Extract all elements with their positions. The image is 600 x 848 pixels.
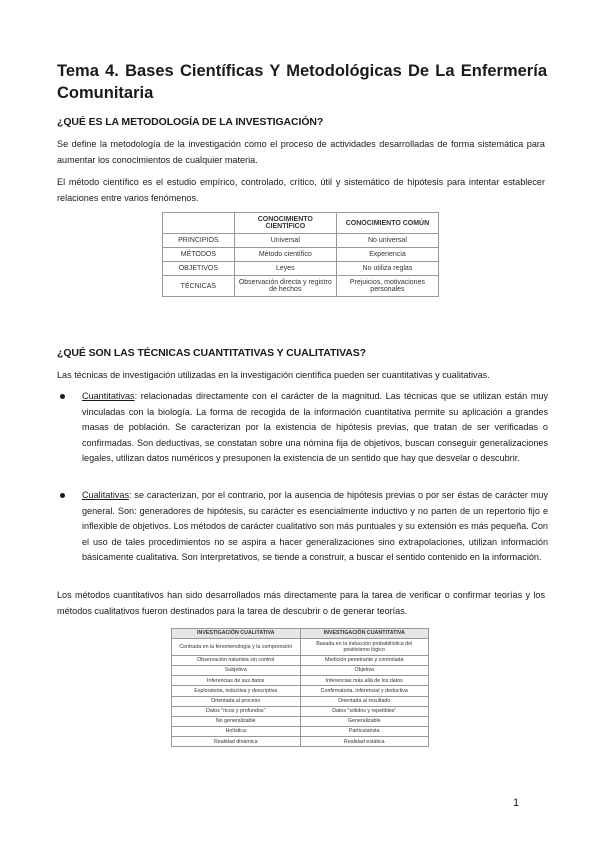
table-cell: No generalizable (172, 716, 301, 726)
section-heading-techniques: ¿QUÉ SON LAS TÉCNICAS CUANTITATIVAS Y CUALITATIVAS? (57, 347, 366, 359)
table-header-cell: INVESTIGACIÓN CUANTITATIVA (300, 629, 429, 639)
table-row-label: OBJETIVOS (163, 262, 235, 276)
table-cell: Basada en la inducción probabilística del positivismo lógico (300, 639, 429, 656)
table-row (172, 737, 429, 747)
table-row (163, 262, 439, 276)
table-cell: Exploratoria, inductiva y descriptiva (172, 686, 301, 696)
table-row (172, 639, 429, 656)
table-row-label: MÉTODOS (163, 248, 235, 262)
table-header-cell: INVESTIGACIÓN CUALITATIVA (172, 629, 301, 639)
table-header-row (163, 213, 439, 234)
page-number: 1 (513, 797, 520, 809)
table-cell: Orientada al resultado (300, 696, 429, 706)
table-cell: Universal (234, 234, 336, 248)
table-cell: Particularista (300, 727, 429, 737)
table-cell: Confirmatoria, inferencial y deductiva (300, 686, 429, 696)
table-row (172, 676, 429, 686)
bullet-icon (60, 394, 65, 399)
table-row (172, 665, 429, 675)
section-heading-methodology: ¿QUÉ ES LA METODOLOGÍA DE LA INVESTIGACIÓN? (57, 116, 324, 128)
table-row-label: PRINCIPIOS (163, 234, 235, 248)
table-cell: Realidad dinámica (172, 737, 301, 747)
term-description: : relacionadas directamente con el carácter de la magnitud. Las técnicas que se utilizan están muy vinculadas con la biología. La forma de recogida de la información cuantitativa permite su aplicación a grandes masas de población. Se caracterizan por la existencia de hipótesis previas, que tratan de ser verificadas o confirmadas. Son deductivas, se constatan sobre una nómina fija de objetivos, buscan conseguir generalizaciones legales, utilizan datos numéricos y presuponen la existencia de un sentido que hay que desvelar o descubrir. (82, 391, 548, 464)
table-header-row (172, 629, 429, 639)
table-row (172, 655, 429, 665)
table-row (172, 706, 429, 716)
table-row (172, 727, 429, 737)
list-item-text (82, 389, 548, 467)
research-comparison-table (171, 628, 429, 747)
table-row (163, 276, 439, 297)
table-cell: Medición penetrante y controlada (300, 655, 429, 665)
table-cell: Leyes (234, 262, 336, 276)
table-row (163, 234, 439, 248)
table-row-label: TÉCNICAS (163, 276, 235, 297)
table-row (163, 248, 439, 262)
page-title: Tema 4. Bases Científicas Y Metodológicas De La Enfermería Comunitaria (57, 62, 547, 102)
table-cell: Inferencias de sus datos (172, 676, 301, 686)
table-cell: Holística (172, 727, 301, 737)
bullet-icon (60, 493, 65, 498)
paragraph-definition: Se define la metodología de la investigación como el proceso de actividades desarrolladas de forma sistemática para aumentar los conocimientos de cualquier materia. (57, 139, 545, 165)
table-row (172, 696, 429, 706)
table-cell: Experiencia (336, 248, 438, 262)
knowledge-comparison-table (162, 212, 439, 297)
table-cell: Inferencias más allá de los datos (300, 676, 429, 686)
table-cell: Datos "sólidos y repetibles" (300, 706, 429, 716)
table-row (172, 686, 429, 696)
term-quantitative: Cuantitativas (82, 391, 135, 401)
table-cell: Centrada en la fenomenología y la comprensión (172, 639, 301, 656)
table-cell: Subjetiva (172, 665, 301, 675)
table-cell: No utiliza reglas (336, 262, 438, 276)
table-cell: Método científico (234, 248, 336, 262)
table-corner-cell (163, 213, 235, 234)
table-cell: Prejuicios, motivaciones personales (336, 276, 438, 297)
table-cell: Objetiva (300, 665, 429, 675)
table-cell: Observación directa y registro de hechos (234, 276, 336, 297)
table-header-cell: CONOCIMIENTO CIENTÍFICO (234, 213, 336, 234)
table-header-cell: CONOCIMIENTO COMÚN (336, 213, 438, 234)
term-description: : se caracterizan, por el contrario, por la ausencia de hipótesis previas o por ser éstas de carácter muy general. Son: generadores de hipótesis, su carácter es esencialmente inductivo y no parten de un repertorio fijo e inflexible de objetivos. Los métodos de carácter cualitativo son más puntuales y su extensión es más pequeña. Con el uso de tales procedimientos no se aspira a hacer generalizaciones sino extrapolaciones, utilizan información básicamente cualitativa. Son interpretativos, se tiende a construir, a buscar el sentido contenido en la información. (82, 490, 548, 563)
paragraph-scientific-method: El método científico es el estudio empírico, controlado, crítico, útil y sistemático de hipótesis para intentar establecer relaciones entre varios fenómenos. (57, 177, 545, 203)
term-qualitative: Cualitativas (82, 490, 130, 500)
table-cell: No universal (336, 234, 438, 248)
list-item-text (82, 488, 548, 566)
table-cell: Realidad estática (300, 737, 429, 747)
table-row (172, 716, 429, 726)
table-cell: Observación naturista sin control (172, 655, 301, 665)
paragraph-techniques-intro: Las técnicas de investigación utilizadas en la investigación científica pueden ser cuantitativas y cualitativas. (57, 370, 490, 380)
table-cell: Orientada al proceso (172, 696, 301, 706)
paragraph-closing: Los métodos cuantitativos han sido desarrollados más directamente para la tarea de verificar o confirmar teorías y los métodos cualitativos fueron destinados para la tarea de descubrir o de generar teorías. (57, 590, 545, 616)
table-cell: Datos "ricos y profundos" (172, 706, 301, 716)
table-cell: Generalizable (300, 716, 429, 726)
